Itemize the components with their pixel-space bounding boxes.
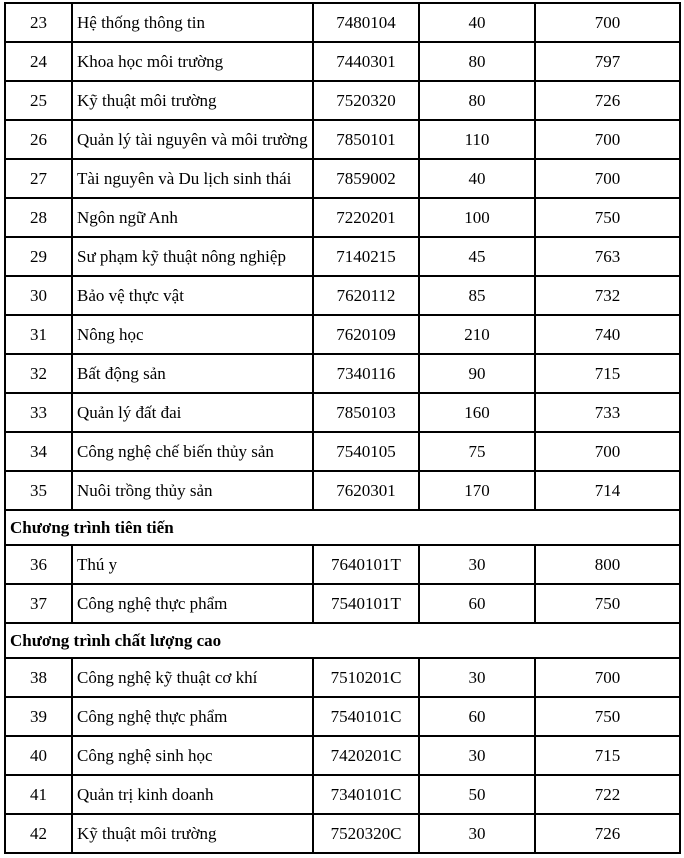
score-cell: 700 [535,432,680,471]
major-name-cell: Bất động sản [72,354,313,393]
admission-score-table [4,2,681,854]
major-name-cell: Tài nguyên và Du lịch sinh thái [72,159,313,198]
quota-cell: 30 [419,814,535,853]
score-cell: 715 [535,354,680,393]
table-row [5,198,680,237]
section-header-label: Chương trình tiên tiến [5,510,680,545]
major-code-cell: 7620112 [313,276,419,315]
major-code-cell: 7480104 [313,3,419,42]
major-code-cell: 7850101 [313,120,419,159]
table-row [5,775,680,814]
major-code-cell: 7340101C [313,775,419,814]
major-code-cell: 7340116 [313,354,419,393]
major-name-cell: Khoa học môi trường [72,42,313,81]
table-row [5,159,680,198]
table-row [5,658,680,697]
score-cell: 800 [535,545,680,584]
table-row [5,545,680,584]
admission-table-body [5,3,680,853]
major-code-cell: 7540101C [313,697,419,736]
quota-cell: 80 [419,81,535,120]
table-row [5,393,680,432]
major-name-cell: Hệ thống thông tin [72,3,313,42]
major-code-cell: 7440301 [313,42,419,81]
table-row [5,471,680,510]
major-name-cell: Nông học [72,315,313,354]
major-name-cell: Bảo vệ thực vật [72,276,313,315]
quota-cell: 50 [419,775,535,814]
row-number-cell: 33 [5,393,72,432]
row-number-cell: 25 [5,81,72,120]
score-cell: 714 [535,471,680,510]
quota-cell: 40 [419,159,535,198]
major-name-cell: Kỹ thuật môi trường [72,81,313,120]
quota-cell: 110 [419,120,535,159]
table-row [5,276,680,315]
quota-cell: 30 [419,736,535,775]
row-number-cell: 39 [5,697,72,736]
quota-cell: 160 [419,393,535,432]
major-code-cell: 7520320C [313,814,419,853]
score-cell: 726 [535,81,680,120]
score-cell: 732 [535,276,680,315]
major-code-cell: 7220201 [313,198,419,237]
section-header-row [5,623,680,658]
major-name-cell: Sư phạm kỹ thuật nông nghiệp [72,237,313,276]
row-number-cell: 23 [5,3,72,42]
quota-cell: 100 [419,198,535,237]
table-row [5,814,680,853]
major-code-cell: 7620109 [313,315,419,354]
major-name-cell: Công nghệ chế biến thủy sản [72,432,313,471]
row-number-cell: 36 [5,545,72,584]
score-cell: 740 [535,315,680,354]
row-number-cell: 42 [5,814,72,853]
table-row [5,354,680,393]
row-number-cell: 29 [5,237,72,276]
table-row [5,432,680,471]
table-row [5,120,680,159]
table-row [5,584,680,623]
score-cell: 733 [535,393,680,432]
major-name-cell: Thú y [72,545,313,584]
row-number-cell: 38 [5,658,72,697]
row-number-cell: 24 [5,42,72,81]
score-cell: 750 [535,198,680,237]
major-name-cell: Quản trị kinh doanh [72,775,313,814]
row-number-cell: 34 [5,432,72,471]
row-number-cell: 26 [5,120,72,159]
row-number-cell: 30 [5,276,72,315]
score-cell: 700 [535,658,680,697]
section-header-label: Chương trình chất lượng cao [5,623,680,658]
major-name-cell: Công nghệ thực phẩm [72,697,313,736]
major-code-cell: 7540105 [313,432,419,471]
major-code-cell: 7510201C [313,658,419,697]
quota-cell: 45 [419,237,535,276]
major-code-cell: 7540101T [313,584,419,623]
score-cell: 715 [535,736,680,775]
table-row [5,237,680,276]
quota-cell: 210 [419,315,535,354]
quota-cell: 75 [419,432,535,471]
score-cell: 763 [535,237,680,276]
quota-cell: 60 [419,697,535,736]
quota-cell: 30 [419,658,535,697]
table-row [5,736,680,775]
score-cell: 750 [535,697,680,736]
major-name-cell: Công nghệ kỹ thuật cơ khí [72,658,313,697]
score-cell: 726 [535,814,680,853]
major-name-cell: Kỹ thuật môi trường [72,814,313,853]
major-code-cell: 7520320 [313,81,419,120]
major-code-cell: 7620301 [313,471,419,510]
score-cell: 722 [535,775,680,814]
major-name-cell: Công nghệ thực phẩm [72,584,313,623]
major-code-cell: 7420201C [313,736,419,775]
quota-cell: 80 [419,42,535,81]
row-number-cell: 41 [5,775,72,814]
score-cell: 750 [535,584,680,623]
major-name-cell: Quản lý tài nguyên và môi trường [72,120,313,159]
quota-cell: 60 [419,584,535,623]
score-cell: 700 [535,159,680,198]
row-number-cell: 31 [5,315,72,354]
table-row [5,42,680,81]
score-cell: 700 [535,120,680,159]
table-row [5,81,680,120]
major-code-cell: 7640101T [313,545,419,584]
table-row [5,697,680,736]
quota-cell: 30 [419,545,535,584]
major-code-cell: 7859002 [313,159,419,198]
score-cell: 797 [535,42,680,81]
table-row [5,315,680,354]
major-name-cell: Quản lý đất đai [72,393,313,432]
major-code-cell: 7140215 [313,237,419,276]
quota-cell: 170 [419,471,535,510]
row-number-cell: 40 [5,736,72,775]
quota-cell: 40 [419,3,535,42]
row-number-cell: 37 [5,584,72,623]
row-number-cell: 32 [5,354,72,393]
quota-cell: 85 [419,276,535,315]
row-number-cell: 35 [5,471,72,510]
section-header-row [5,510,680,545]
major-code-cell: 7850103 [313,393,419,432]
score-cell: 700 [535,3,680,42]
row-number-cell: 28 [5,198,72,237]
quota-cell: 90 [419,354,535,393]
major-name-cell: Nuôi trồng thủy sản [72,471,313,510]
row-number-cell: 27 [5,159,72,198]
table-row [5,3,680,42]
major-name-cell: Công nghệ sinh học [72,736,313,775]
major-name-cell: Ngôn ngữ Anh [72,198,313,237]
